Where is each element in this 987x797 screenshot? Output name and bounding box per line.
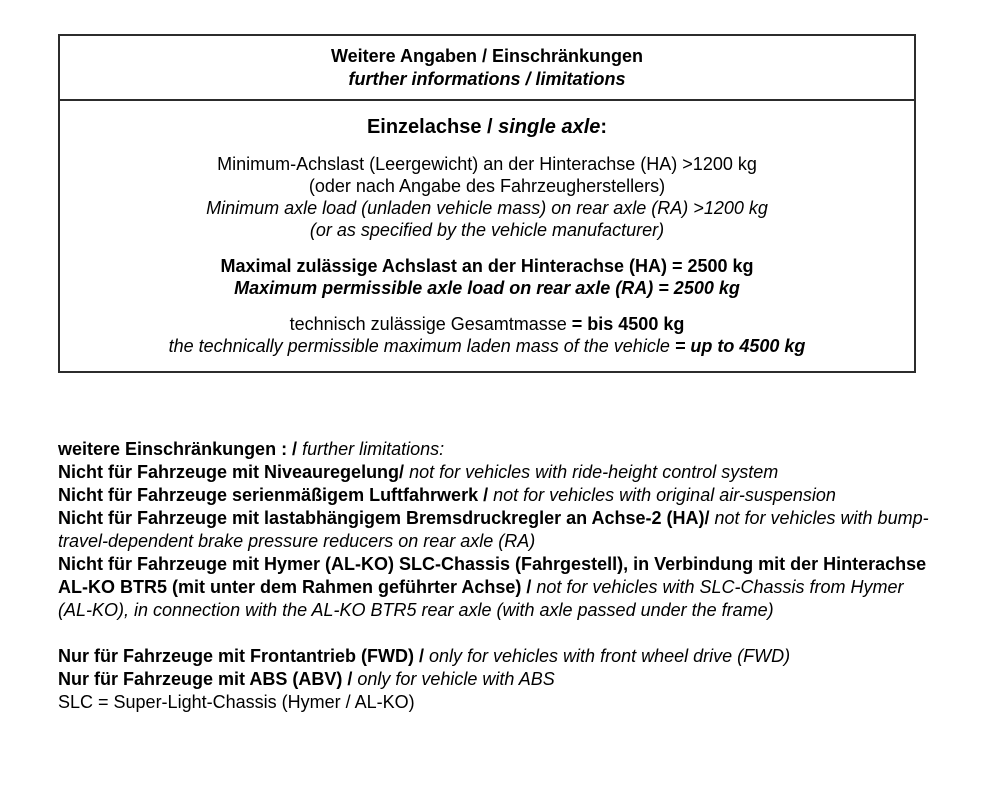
restriction-item-brake-pressure-regulator (58, 507, 932, 553)
table-header (60, 36, 914, 101)
restrictions-heading-german: weitere Einschränkungen : / (58, 439, 303, 459)
max-axle-load-german: Maximal zulässige Achslast an der Hinterachse (HA) = 2500 kg (220, 256, 754, 276)
restriction-german: Nicht für Fahrzeuge mit Niveauregelung/ (58, 462, 410, 482)
restriction-english: not for vehicles with ride-height control system (409, 462, 779, 482)
max-axle-load-english: Maximum permissible axle load on rear axle (RA) = 2500 kg (234, 278, 740, 298)
total-mass-german-value: = bis 4500 kg (571, 314, 685, 334)
only-english: only for vehicle with ABS (357, 669, 555, 689)
total-mass-block (74, 313, 900, 357)
total-mass-english-value: = up to 4500 kg (674, 336, 806, 356)
total-mass-german (74, 313, 900, 335)
restriction-german: Nicht für Fahrzeuge mit lastabhängigem Bremsdruckregler an Achse-2 (HA)/ (58, 508, 715, 528)
only-german: Nur für Fahrzeuge mit Frontantrieb (FWD) / (58, 646, 429, 666)
table-title-english: further informations / limitations (348, 69, 626, 89)
min-axle-load-german-line2: (oder nach Angabe des Fahrzeugherstellers) (308, 176, 666, 196)
min-axle-load-german-line1: Minimum-Achslast (Leergewicht) an der Hinterachse (HA) >1200 kg (217, 154, 757, 174)
restriction-german: Nicht für Fahrzeuge serienmäßigem Luftfahrwerk / (58, 485, 494, 505)
only-english: only for vehicles with front wheel drive (FWD) (429, 646, 791, 666)
total-mass-english-plain: the technically permissible maximum laden mass of the vehicle (168, 336, 675, 356)
single-axle-heading-english: single axle (498, 116, 601, 138)
single-axle-heading (74, 115, 900, 139)
restriction-item-slc-chassis (58, 553, 932, 622)
min-axle-load-english-line1: Minimum axle load (unladen vehicle mass) on rear axle (RA) >1200 kg (206, 198, 768, 218)
slc-footnote: SLC = Super-Light-Chassis (Hymer / AL-KO) (58, 692, 415, 712)
restriction-item-air-suspension (58, 484, 932, 507)
only-german: Nur für Fahrzeuge mit ABS (ABV) / (58, 669, 358, 689)
only-item-abs (58, 668, 932, 691)
min-axle-load-english-line2: (or as specified by the vehicle manufacturer) (309, 220, 665, 240)
restrictions-section (58, 438, 932, 714)
restriction-english: not for vehicles with SLC-Chassis from Hymer (AL-KO), in connection with the AL-KO BTR5 rear axle (with axle passed under the frame) (58, 577, 904, 620)
restriction-english: not for vehicles with bump-travel-dependent brake pressure reducers on rear axle (RA) (58, 508, 929, 551)
only-item-fwd (58, 645, 932, 668)
total-mass-english (74, 335, 900, 357)
restriction-german: Nicht für Fahrzeuge mit Hymer (AL-KO) SLC-Chassis (Fahrgestell), in Verbindung mit der Hinterachse AL-KO BTR5 (mit unter dem Rahmen geführter Achse) / (58, 554, 927, 597)
further-information-table (58, 34, 916, 373)
restrictions-heading-english: further limitations: (302, 439, 445, 459)
table-body (60, 101, 914, 371)
single-axle-heading-german: Einzelachse / (366, 116, 499, 138)
restrictions-heading (58, 438, 932, 461)
only-for-group (58, 645, 932, 691)
restriction-item-ride-height (58, 461, 932, 484)
maximum-axle-load-block (74, 255, 900, 299)
minimum-axle-load-block (74, 153, 900, 241)
total-mass-german-plain: technisch zulässige Gesamtmasse (289, 314, 572, 334)
table-title-german: Weitere Angaben / Einschränkungen (330, 46, 644, 66)
single-axle-heading-colon: : (600, 116, 608, 138)
restriction-english: not for vehicles with original air-suspension (493, 485, 836, 505)
